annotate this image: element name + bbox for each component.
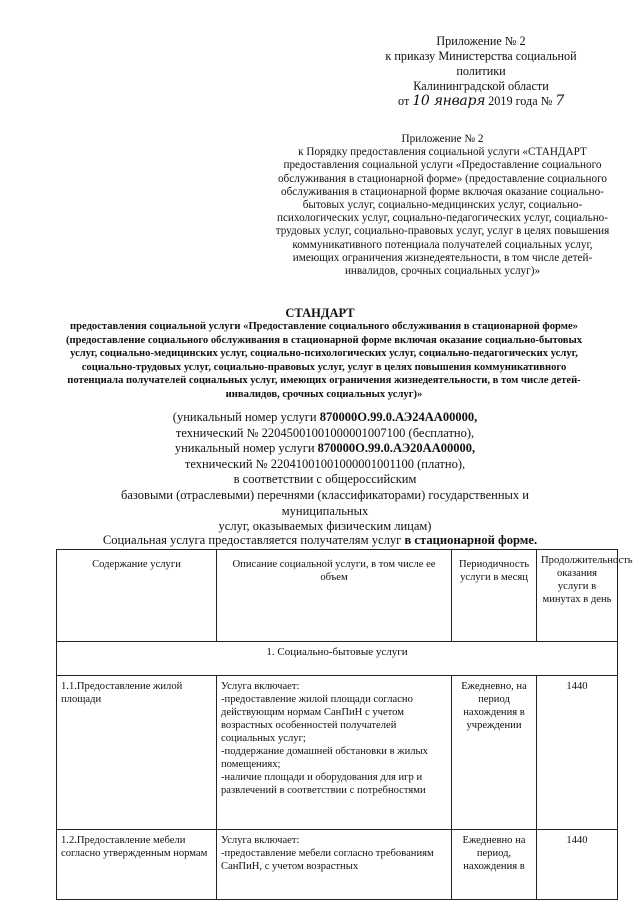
unique-number-2: уникальный номер услуги 870000О.99.0.АЭ20АА00000, [174, 441, 476, 456]
ids-line-7: муниципальных [281, 503, 369, 518]
row-periodicity: Ежедневно, на период нахождения в учреждении [452, 676, 537, 830]
technical-number-2: технический № 22041001001000001001100 (платно), [184, 456, 466, 471]
section-title: 1. Социально-бытовые услуги [57, 642, 618, 676]
ids-line-8: услуг, оказываемых физическим лицам) [218, 519, 432, 534]
row-content: 1.2.Предоставление мебели согласно утвержденным нормам [57, 830, 217, 900]
standard-subtitle: предоставления социальной услуги «Предоставление социального обслуживания в стационарной форме» (предоставление социального обслуживания в стационарной форме включая оказание социально-бытовых услуг, социально-медицинских услуг, социально-психологических услуг, социально-педагогических услуг, социально-трудовых услуг, социально-правовых услуг, услуг в целях повышения коммуникативного потенциала получателей социальных услуг, имеющих ограничения жизнедеятельности, в том числе детей-инвалидов, срочных социальных услуг)» [65, 321, 583, 400]
ids-line-5: в соответствии с общероссийским [233, 472, 417, 487]
table-row [57, 676, 618, 830]
annex1-date-line [376, 94, 586, 109]
header-periodicity: Периодичность услуги в месяц [452, 550, 537, 642]
header-description: Описание социальной услуги, в том числе ее объем [217, 550, 452, 642]
row-content: 1.1.Предоставление жилой площади [57, 676, 217, 830]
unique-code-1: 870000О.99.0.АЭ24АА00000, [319, 410, 478, 424]
row-duration: 1440 [537, 676, 618, 830]
standard-table [56, 549, 633, 900]
service-form-line: Социальная услуга предоставляется получателям услуг в стационарной форме. [102, 533, 538, 547]
annex-header-ministry [376, 34, 586, 109]
annex2-body: к Порядку предоставления социальной услуги «СТАНДАРТ предоставления социальной услуги «Предоставление социального обслуживания в стационарной форме» (предоставление социального обслуживания в стационарной форме включая оказание социально-бытовых услуг, социально-медицинских услуг, социально-психологических услуг, социально-педагогических услуг, социально-трудовых услуг, социально-правовых услуг, услуг в целях повышения коммуникативного потенциала получателей социальных услуг, имеющих ограничения жизнедеятельности, в том числе детей-инвалидов, срочных социальных услуг)» [275, 146, 610, 278]
unique-code-2: 870000О.99.0.АЭ20АА00000, [317, 441, 476, 456]
row-description: Услуга включает: -предоставление жилой площади согласно действующим нормам СанПиН с учетом возрастных особенностей получателей социальных услуг; -поддержание домашней обстановки в жилых помещениях; -наличие площади и оборудования для игр и развлечений в соответствии с потребностями [217, 676, 452, 830]
row-duration: 1440 [537, 830, 618, 900]
service-form-bold: в стационарной форме. [404, 533, 538, 547]
table-header-row [57, 550, 618, 642]
row-periodicity: Ежедневно на период, нахождения в [452, 830, 537, 900]
handwritten-date: 10 января [412, 93, 486, 109]
unique-number-1: (уникальный номер услуги 870000О.99.0.АЭ24АА00000, [172, 410, 478, 424]
table-row [57, 830, 618, 900]
technical-number-1: технический № 22045001001000001007100 (бесплатно), [175, 425, 475, 440]
ids-line-6: базовыми (отраслевыми) перечнями (классификаторами) государственных и [121, 487, 529, 502]
annex1-line4: Калининградской области [413, 79, 549, 93]
annex-header-procedure [270, 133, 615, 278]
annex1-line1: Приложение № 2 [436, 34, 526, 48]
service-identifiers [60, 410, 590, 535]
annex1-line2: к приказу Министерства социальной [385, 49, 577, 63]
row-description: Услуга включает: -предоставление мебели согласно требованиям СанПиН, с учетом возрастных [217, 830, 452, 900]
header-content: Содержание услуги [57, 550, 217, 642]
date-year: 2019 года № [488, 94, 553, 108]
annex1-line3: политики [456, 64, 506, 78]
standard-title: СТАНДАРТ [285, 306, 355, 320]
handwritten-number: 7 [555, 93, 564, 109]
annex2-line1: Приложение № 2 [401, 133, 484, 145]
section-row [57, 642, 618, 676]
date-prefix: от [398, 94, 410, 108]
header-duration: Продолжительность оказания услуги в минутах в день [537, 550, 618, 642]
